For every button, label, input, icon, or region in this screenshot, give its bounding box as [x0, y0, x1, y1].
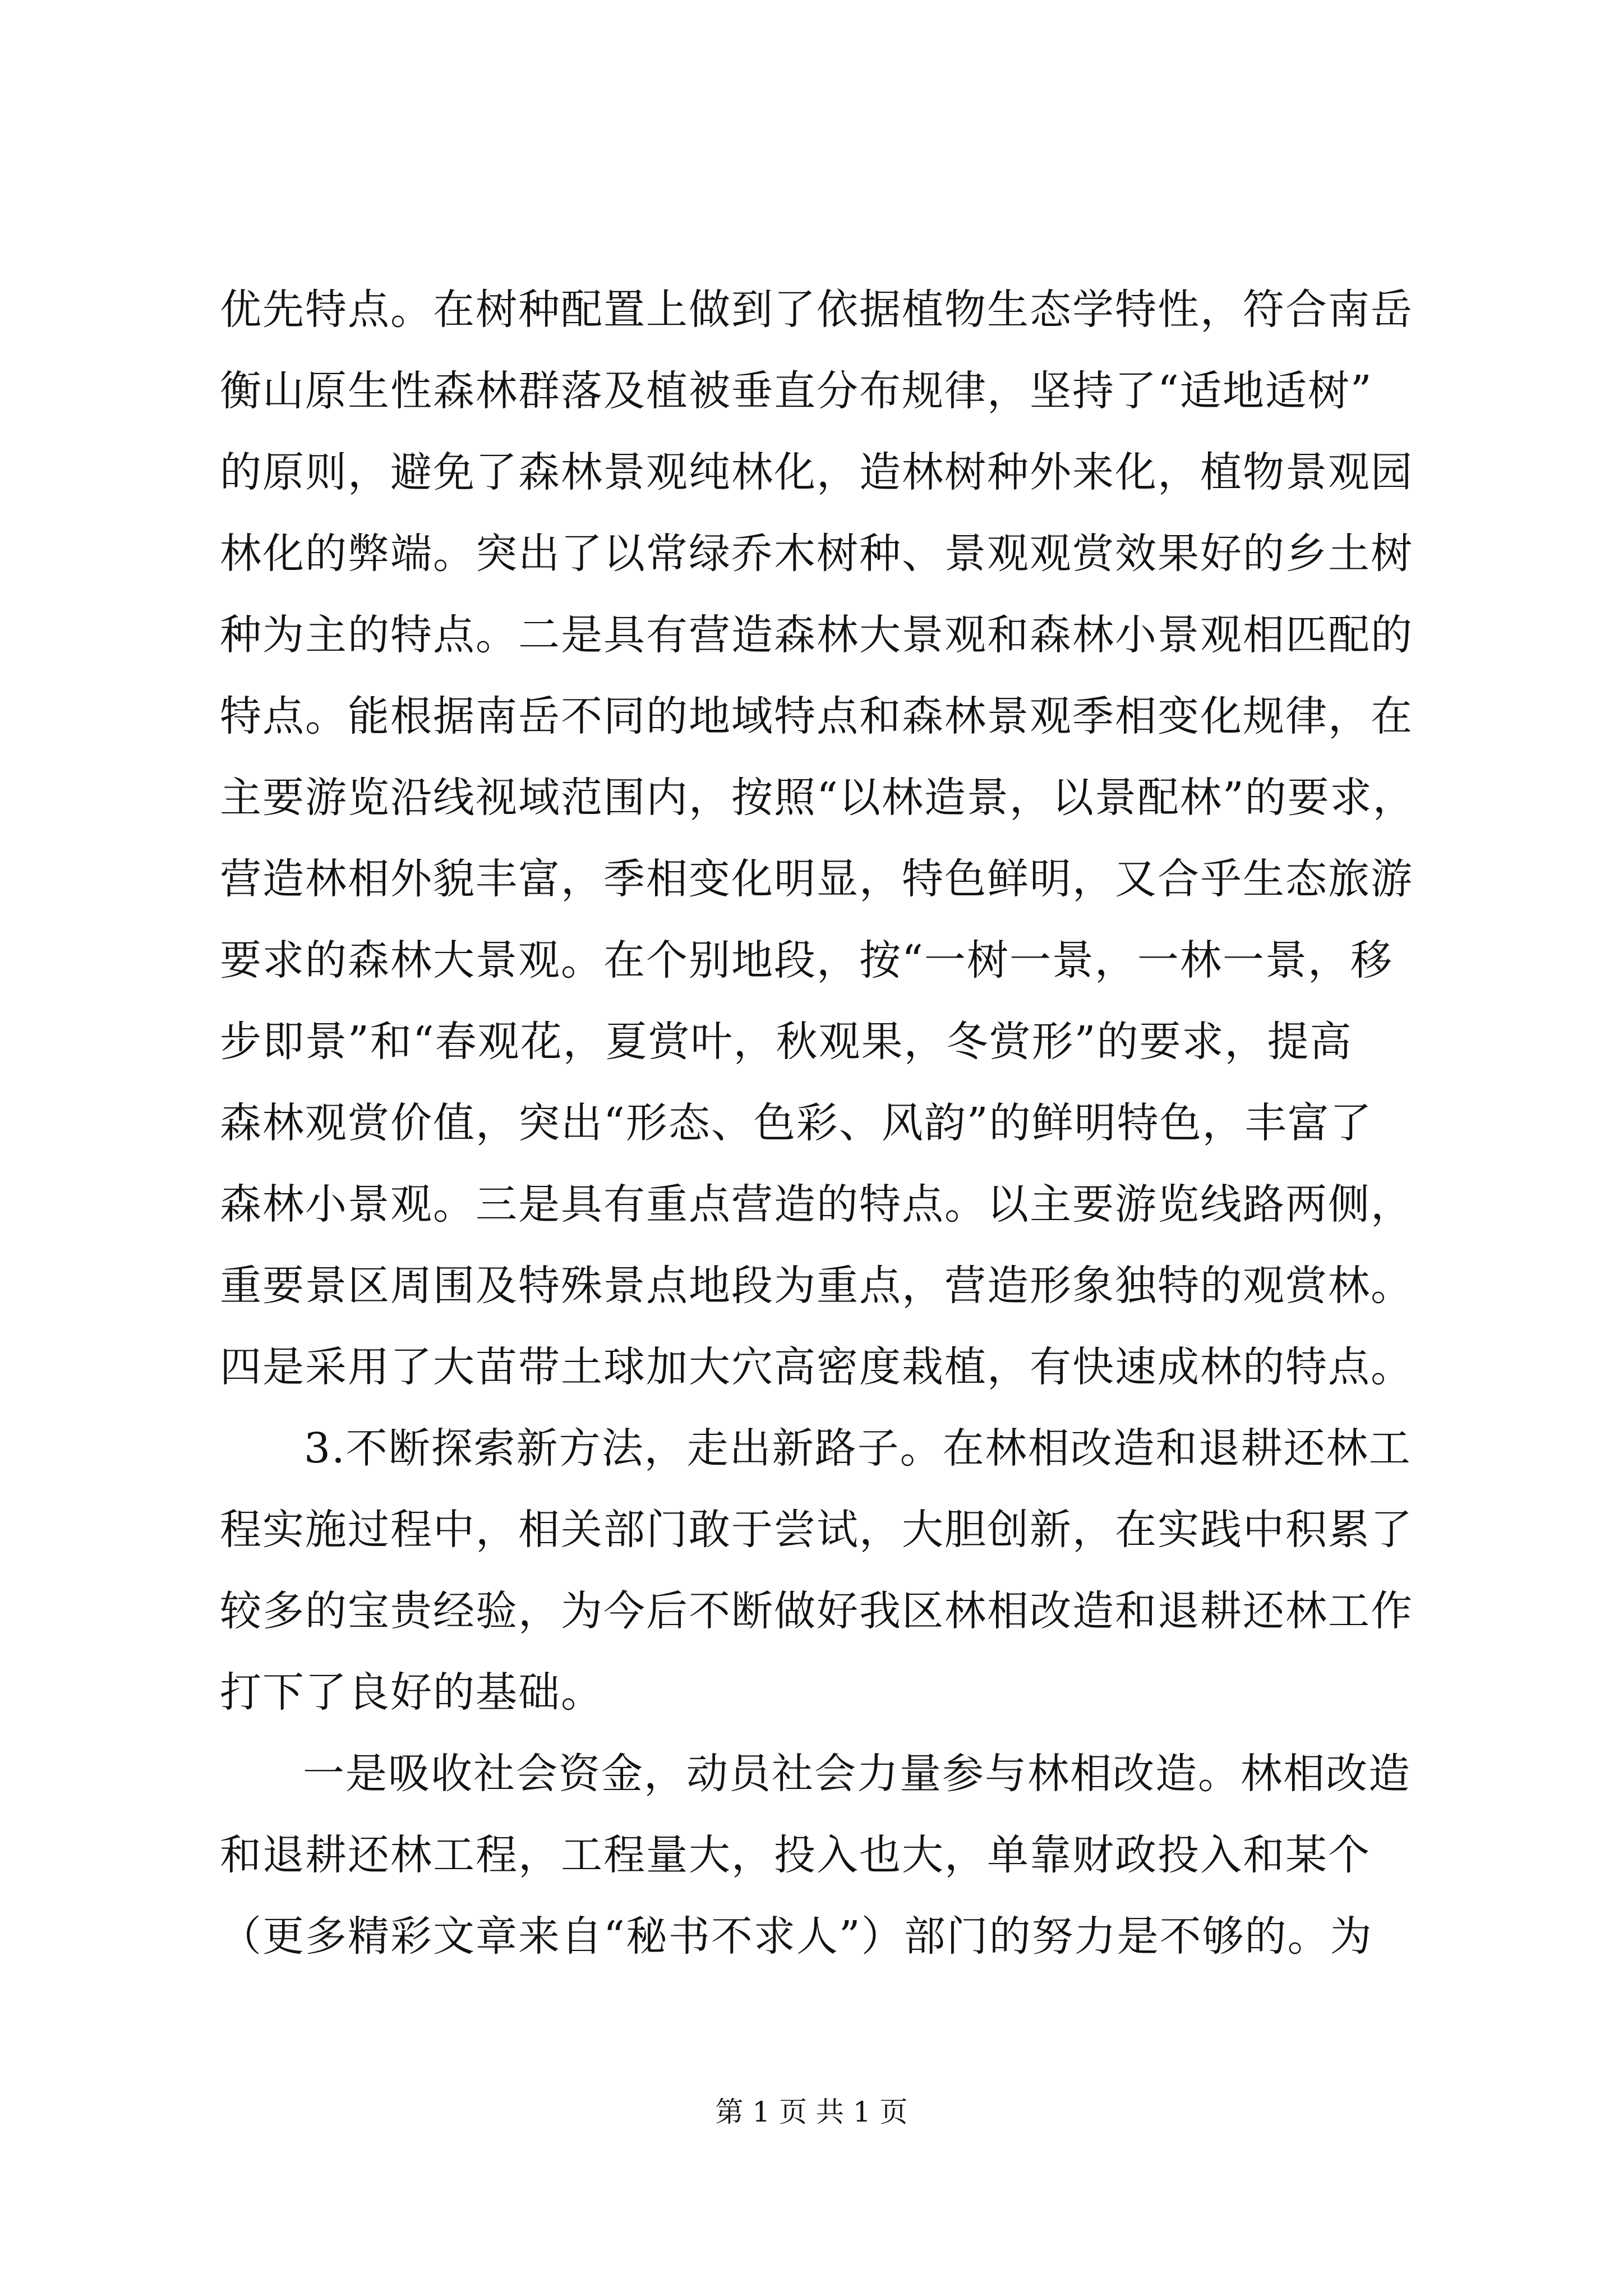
- text-line: 特点。能根据南岳不同的地域特点和森林景观季相变化规律，在: [220, 692, 1413, 740]
- paragraph-start-line: 3.不断探索新方法，走出新路子。在林相改造和退耕还林工: [304, 1424, 1412, 1473]
- text-line: 森林小景观。三是具有重点营造的特点。以主要游览线路两侧，: [220, 1180, 1413, 1228]
- text-line: 优先特点。在树种配置上做到了依据植物生态学特性，符合南岳: [220, 286, 1413, 334]
- text-line: 营造林相外貌丰富，季相变化明显，特色鲜明，又合乎生态旅游: [220, 855, 1413, 903]
- text-line: 种为主的特点。二是具有营造森林大景观和森林小景观相匹配的: [220, 611, 1413, 659]
- text-line: 较多的宝贵经验，为今后不断做好我区林相改造和退耕还林工作: [220, 1587, 1413, 1635]
- text-line: 和退耕还林工程，工程量大，投入也大，单靠财政投入和某个: [220, 1831, 1371, 1879]
- text-line: 主要游览沿线视域范围内，按照“以林造景，以景配林”的要求，: [220, 774, 1415, 822]
- text-line: （更多精彩文章来自“秘书不求人”）部门的努力是不够的。为: [220, 1912, 1373, 1961]
- text-line: 的原则，避免了森林景观纯林化，造林树种外来化，植物景观园: [220, 448, 1413, 496]
- text-line: 四是采用了大苗带土球加大穴高密度栽植，有快速成林的特点。: [220, 1343, 1413, 1391]
- text-line: 森林观赏价值，突出“形态、色彩、风韵”的鲜明特色，丰富了: [220, 1099, 1373, 1147]
- page-footer: [0, 2092, 1623, 2132]
- text-line: 步即景”和“春观花，夏赏叶，秋观果，冬赏形”的要求，提高: [220, 1018, 1353, 1066]
- text-line: 重要景区周围及特殊景点地段为重点，营造形象独特的观赏林。: [220, 1262, 1413, 1310]
- text-line: 要求的森林大景观。在个别地段，按“一树一景，一林一景，移: [220, 936, 1393, 984]
- text-line: 程实施过程中，相关部门敢于尝试，大胆创新，在实践中积累了: [220, 1506, 1413, 1554]
- text-line: 林化的弊端。突出了以常绿乔木树种、景观观赏效果好的乡土树: [220, 530, 1413, 578]
- paragraph-start-line: 一是吸收社会资金，动员社会力量参与林相改造。林相改造: [303, 1750, 1411, 1798]
- document-body: [220, 269, 1442, 1977]
- text-line: 衡山原生性森林群落及植被垂直分布规律，坚持了“适地适树”: [220, 367, 1373, 415]
- text-line: 打下了良好的基础。: [220, 1668, 603, 1717]
- page-number-label: 第 1 页 共 1 页: [715, 2096, 908, 2128]
